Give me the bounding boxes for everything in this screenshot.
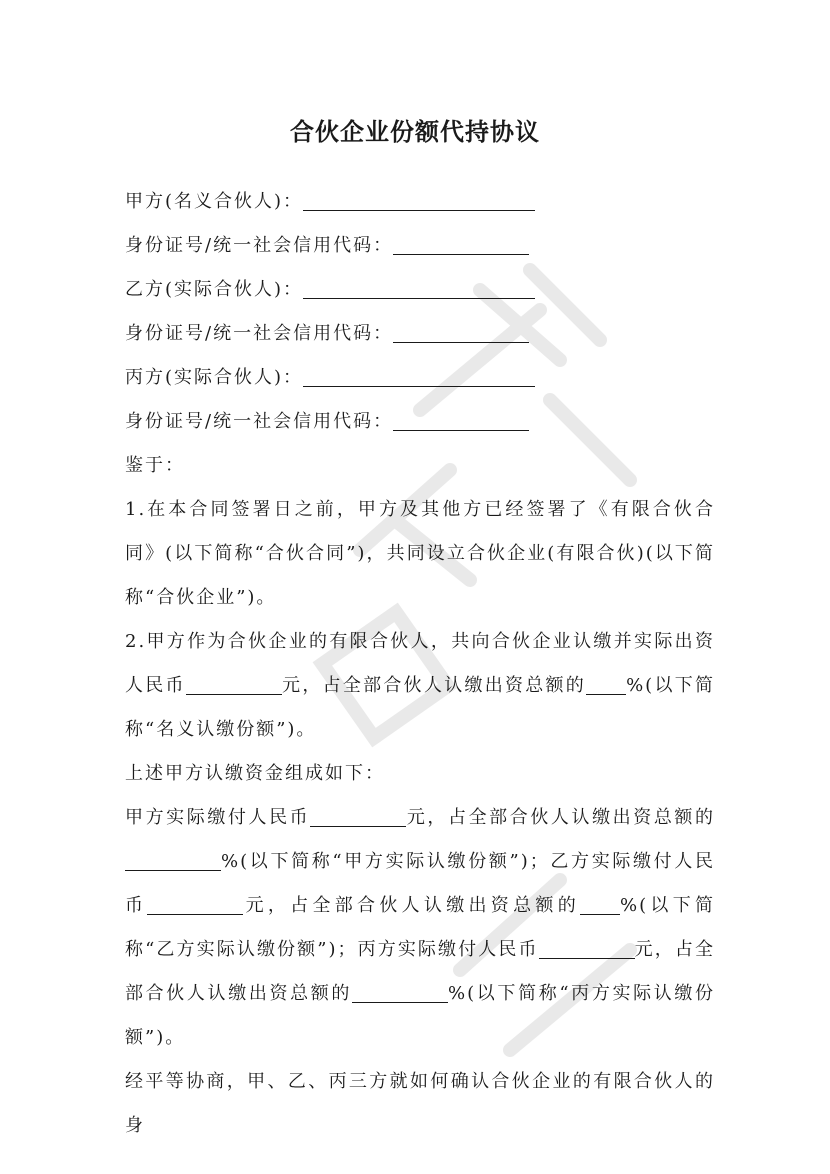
party-line: [125, 312, 715, 356]
party-b-name-blank[interactable]: [303, 274, 535, 299]
composition-text: 元，占全部合伙人认缴出资总额的: [125, 939, 715, 1004]
closing-paragraph: 经平等协商，甲、乙、丙三方就如何确认合伙企业的有限合伙人的身: [125, 1071, 715, 1136]
party-b-percent-blank[interactable]: [580, 890, 620, 915]
party-a-id-blank[interactable]: [393, 230, 529, 255]
party-label: 丙方(实际合伙人)：: [125, 367, 304, 388]
party-b-amount-blank[interactable]: [147, 890, 243, 915]
composition-text: %(以下简称“丙方实际认缴份额”)。: [125, 983, 716, 1048]
composition-text: %(以下简称“甲方实际认缴份额”)；乙方实际缴付人民币: [125, 851, 715, 916]
party-a-percent-blank[interactable]: [125, 846, 221, 871]
party-b-id-blank[interactable]: [393, 318, 529, 343]
composition-text: 甲方实际缴付人民币: [125, 807, 311, 828]
party-c-id-blank[interactable]: [393, 406, 529, 431]
composition-text: 元，占全部合伙人认缴出资总额的: [243, 895, 580, 916]
party-label: 乙方(实际合伙人)：: [125, 279, 304, 300]
composition-paragraph: [125, 796, 715, 1060]
document-body: [125, 180, 715, 1148]
clause-2-text: %(以下简称“名义认缴份额”)。: [125, 675, 716, 740]
composition-text: 元，占全部合伙人认缴出资总额的: [406, 807, 715, 828]
party-label: 甲方(名义合伙人)：: [125, 191, 304, 212]
clause-2-text: 元，占全部合伙人认缴出资总额的: [281, 675, 587, 696]
party-c-name-blank[interactable]: [303, 362, 535, 387]
party-line: [125, 400, 715, 444]
document-title: 合伙企业份额代持协议: [290, 118, 540, 146]
whereas-heading: 鉴于：: [125, 455, 185, 476]
nominal-amount-blank[interactable]: [186, 670, 282, 695]
party-label: 身份证号/统一社会信用代码：: [125, 235, 394, 256]
party-line: [125, 268, 715, 312]
party-a-amount-blank[interactable]: [310, 802, 406, 827]
clause-1: 1.在本合同签署日之前，甲方及其他方已经签署了《有限合伙合同》(以下简称“合伙合同”)，共同设立合伙企业(有限合伙)(以下简称“合伙企业”)。: [125, 499, 715, 608]
party-label: 身份证号/统一社会信用代码：: [125, 411, 394, 432]
clause-2: [125, 620, 715, 752]
clause-2-text: 2.甲方作为合伙企业的有限合伙人，共向合伙企业认缴并实际出资人民币: [125, 631, 715, 696]
party-c-percent-blank[interactable]: [352, 978, 448, 1003]
party-c-amount-blank[interactable]: [539, 934, 635, 959]
composition-text: %(以下简称“乙方实际认缴份额”)；丙方实际缴付人民币: [125, 895, 715, 960]
party-line: [125, 180, 715, 224]
party-a-name-blank[interactable]: [303, 186, 535, 211]
party-label: 身份证号/统一社会信用代码：: [125, 323, 394, 344]
party-line: [125, 224, 715, 268]
party-line: [125, 356, 715, 400]
composition-intro: 上述甲方认缴资金组成如下：: [125, 763, 385, 784]
nominal-percent-blank[interactable]: [586, 670, 626, 695]
